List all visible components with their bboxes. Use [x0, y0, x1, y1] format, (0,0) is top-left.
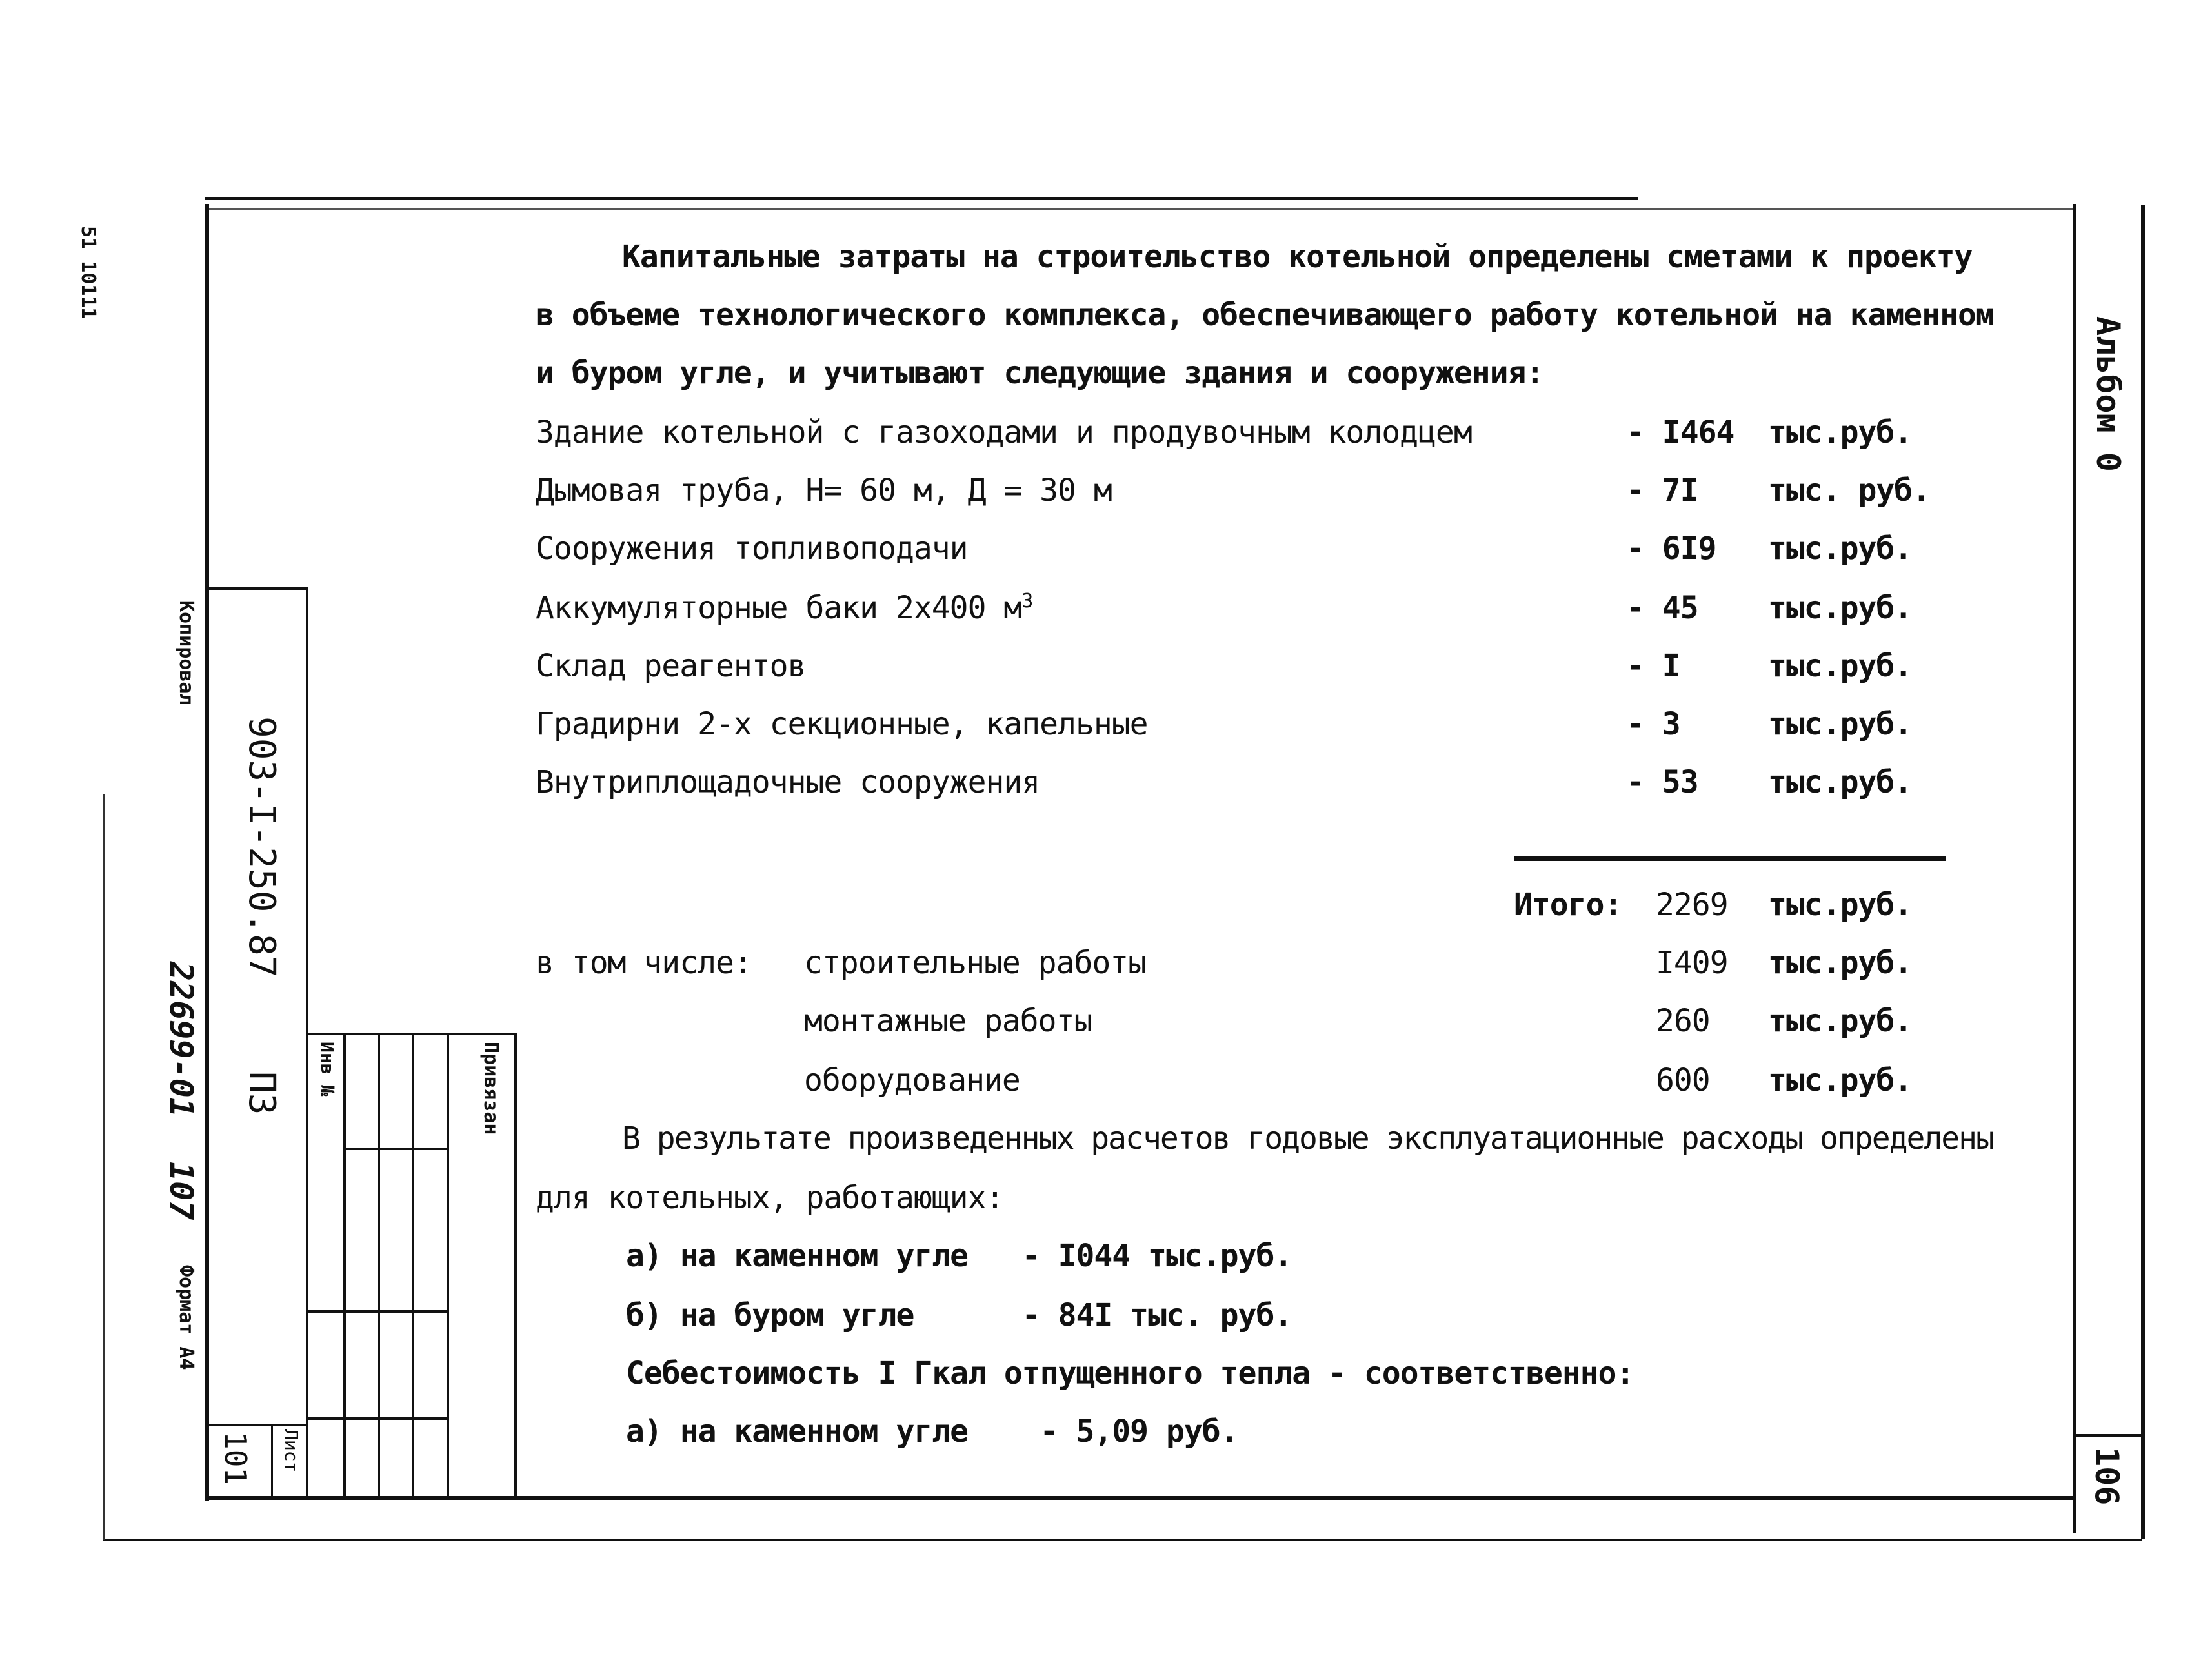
unit-cost-hard-coal: а) на каменном угле - 5,09 руб.: [626, 1413, 1238, 1450]
intro-line-3: и буром угле, и учитывают следующие здания и сооружения:: [536, 355, 1544, 391]
breakdown-item-unit: тыс.руб.: [1768, 945, 1913, 981]
cost-item-name: Здание котельной с газоходами и продувочным колодцем: [536, 414, 1472, 450]
cost-item-unit: тыс.руб.: [1768, 764, 1913, 800]
grid-h3: [308, 1417, 449, 1420]
album-page: 106: [2088, 1447, 2126, 1506]
breakdown-item-value: 600: [1656, 1062, 1710, 1098]
cost-item-value: - 45: [1626, 590, 1698, 626]
grid-h2: [308, 1310, 449, 1313]
cost-item-name: Склад реагентов: [536, 648, 806, 684]
intro-line-2: в объеме технологического комплекса, обеспечивающего работу котельной на каменном: [536, 297, 1994, 333]
results-hard-coal: а) на каменном угле - I044 тыс.руб.: [626, 1238, 1292, 1274]
breakdown-item-value: I409: [1656, 945, 1728, 981]
total-label: Итого:: [1514, 887, 1622, 923]
breakdown-item-unit: тыс.руб.: [1768, 1062, 1913, 1098]
margin-code: 51 10111: [77, 226, 99, 319]
list-label: Лист: [281, 1429, 302, 1473]
cost-item-value: - I464: [1626, 414, 1734, 450]
list-number: 101: [218, 1431, 253, 1486]
frame-bottom-line: [205, 1496, 2076, 1500]
frame-top-line: [205, 197, 1638, 200]
unit-cost-line: Себестоимость I Гкал отпущенного тепла - соответственно:: [626, 1355, 1634, 1391]
breakdown-item-name: оборудование: [804, 1062, 1020, 1098]
results-paragraph-2: для котельных, работающих:: [536, 1180, 1004, 1216]
breakdown-item-unit: тыс.руб.: [1768, 1003, 1913, 1039]
intro-line-1: Капитальные затраты на строительство котельной определены сметами к проекту: [622, 239, 1973, 275]
grid-v3: [412, 1033, 414, 1497]
cost-item-value: - I: [1626, 648, 1680, 684]
total-value: 2269: [1656, 887, 1728, 923]
grid-h1: [343, 1148, 449, 1150]
privyazan-label: Привязан: [479, 1042, 502, 1135]
cost-item-unit: тыс.руб.: [1768, 531, 1913, 567]
cost-item-name: Аккумуляторные баки 2х400 м: [536, 590, 1022, 626]
frame-right-outer-line: [2141, 205, 2145, 1539]
frame-right-line: [2073, 204, 2076, 1533]
results-paragraph-1: В результате произведенных расчетов годовые эксплуатационные расходы определены: [622, 1120, 1993, 1157]
drawing-code: 903-I-250.87: [241, 716, 283, 978]
inv-label: Инв №: [317, 1042, 338, 1097]
archive-page: 107: [163, 1162, 200, 1220]
cost-item-name: Дымовая труба, Н= 60 м, Д = 30 м: [536, 472, 1112, 509]
cost-item-value: - 3: [1626, 706, 1680, 742]
breakdown-item-value: 260: [1656, 1003, 1710, 1039]
breakdown-item-name: монтажные работы: [804, 1003, 1092, 1039]
stamp-list-divider: [205, 1424, 308, 1426]
frame-top-inner-line: [205, 208, 2076, 210]
cost-item-unit: тыс.руб.: [1768, 414, 1913, 450]
frame-left-outer-line: [103, 794, 105, 1540]
frame-left-line: [205, 204, 209, 1501]
cost-item-name-with-sup: [536, 589, 1032, 627]
stamp-box-top: [205, 587, 308, 590]
total-unit: тыс.руб.: [1768, 887, 1913, 923]
cost-item-value: - 6I9: [1626, 531, 1716, 567]
grid-v1: [343, 1033, 346, 1497]
cost-item-unit: тыс.руб.: [1768, 590, 1913, 626]
breakdown-label: в том числе:: [536, 945, 752, 981]
frame-bottom-outer-line: [103, 1539, 2142, 1541]
format-label: Формат А4: [175, 1265, 197, 1370]
archive-number: 22699-01: [163, 962, 200, 1117]
cost-item-name: Градирни 2-х секционные, капельные: [536, 706, 1148, 742]
album-title: Альбом 0: [2089, 316, 2127, 472]
stamp-box-right: [306, 587, 308, 1497]
breakdown-item-name: строительные работы: [804, 945, 1147, 981]
results-brown-coal: б) на буром угле - 84I тыс. руб.: [626, 1297, 1292, 1333]
total-rule: [1514, 856, 1946, 861]
grid-v4: [447, 1033, 449, 1497]
kopiroval-label: Копировал: [175, 600, 197, 705]
section-code: ПЗ: [241, 1071, 283, 1115]
album-box-divider: [2073, 1434, 2144, 1437]
cost-item-unit: тыс.руб.: [1768, 706, 1913, 742]
cost-item-value: - 7I: [1626, 472, 1698, 509]
stamp-list-vline: [271, 1424, 273, 1497]
cost-item-name: Сооружения топливоподачи: [536, 531, 968, 567]
cost-item-unit: тыс. руб.: [1768, 472, 1931, 509]
cost-item-superscript: 3: [1021, 590, 1033, 612]
grid-v5: [514, 1033, 517, 1497]
cost-item-name: Внутриплощадочные сооружения: [536, 764, 1040, 800]
cost-item-unit: тыс.руб.: [1768, 648, 1913, 684]
grid-v2: [378, 1033, 380, 1497]
cost-item-value: - 53: [1626, 764, 1698, 800]
